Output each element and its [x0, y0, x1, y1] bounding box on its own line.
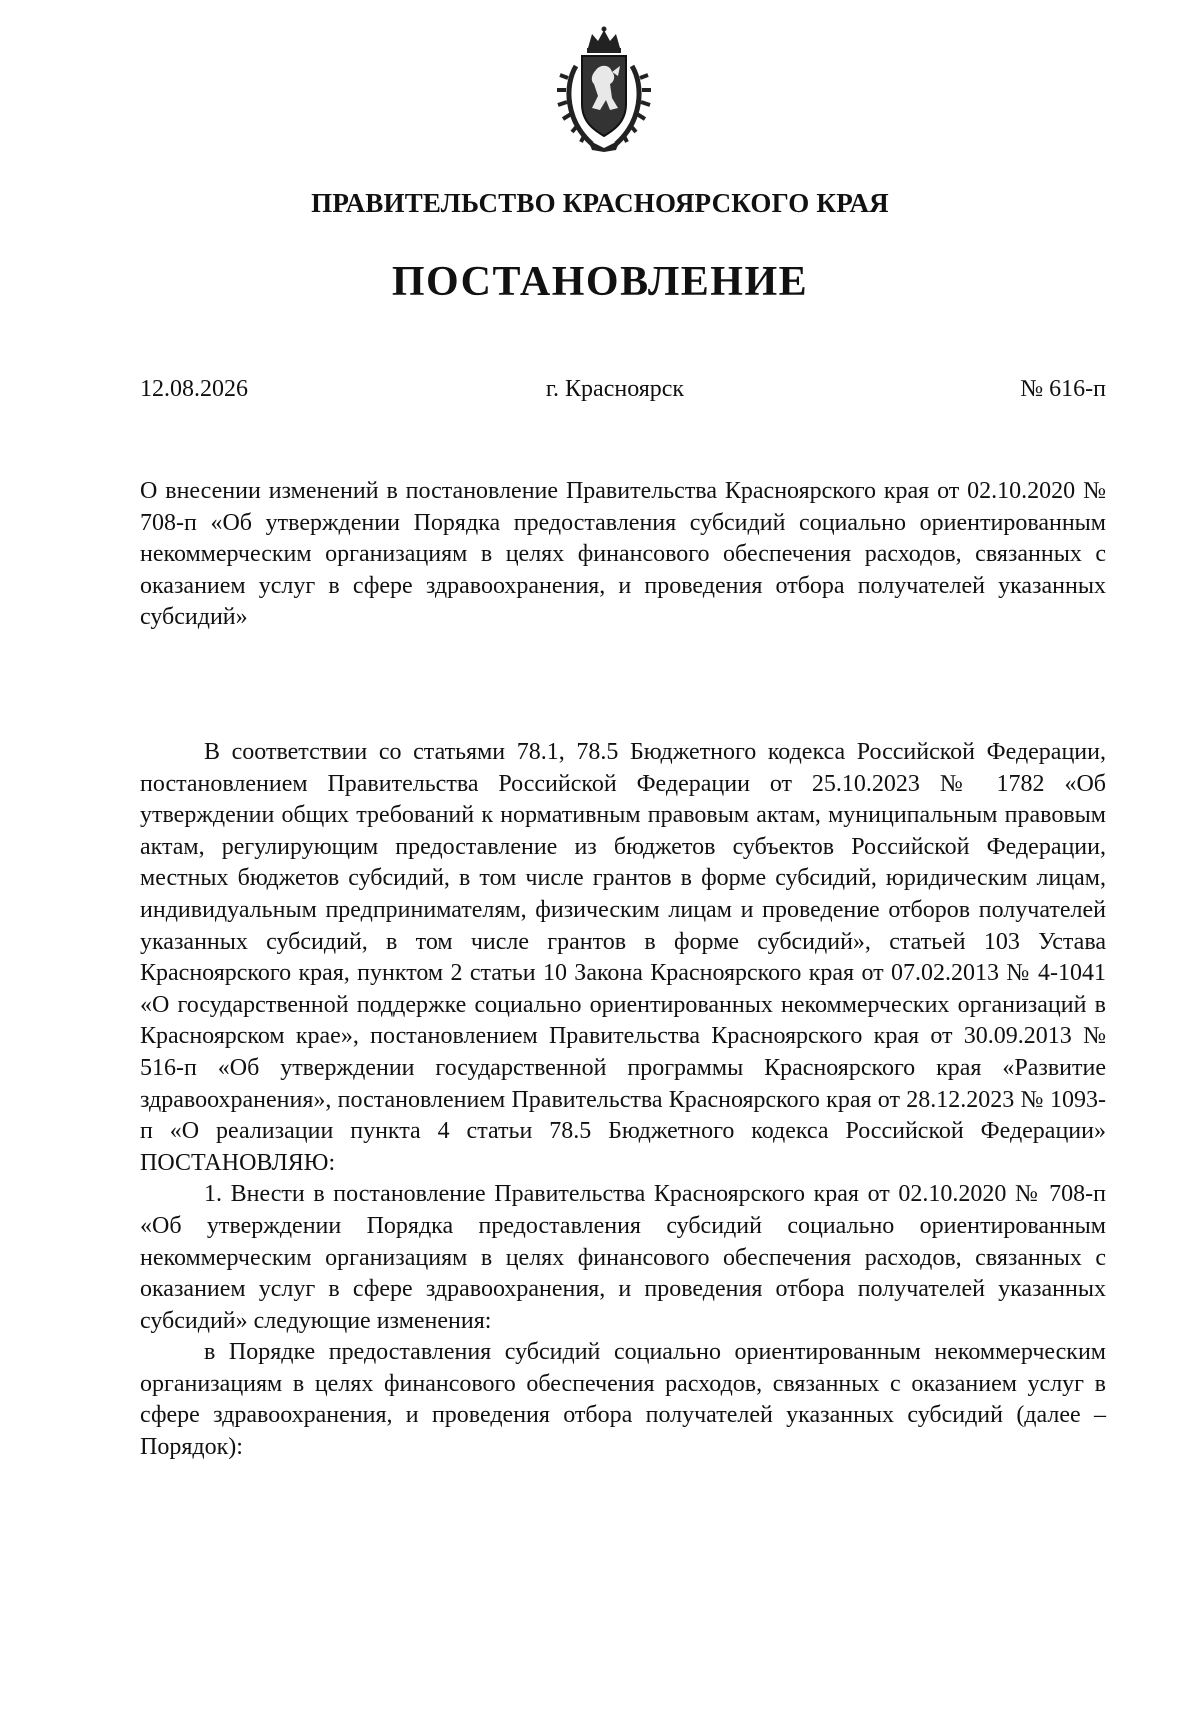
document-number: № 616-п: [1020, 376, 1106, 402]
document-type-title: ПОСТАНОВЛЕНИЕ: [391, 259, 809, 305]
document-subject: О внесении изменений в постановление Правительства Красноярского края от 02.10.2020 № 708-п «Об утверждении Порядка предоставления субсидий социально ориентированным некоммерческим организациям в целях финансового обеспечения расходов, связанных с оказанием услуг в сфере здравоохранения, и проведения отбора получателей указанных субсидий»: [140, 478, 1106, 631]
body-paragraph-item-1: 1. Внести в постановление Правительства Красноярского края от 02.10.2020 № 708-п «Об утверждении Порядка предоставления субсидий социально ориентированным некоммерческим организациям в целях финансового обеспечения расходов, связанных с оказанием услуг в сфере здравоохранения, и проведения отбора получателей указанных субсидий» следующие изменения:: [140, 1181, 1106, 1334]
coat-of-arms-icon: [554, 26, 654, 152]
document-city: г. Красноярск: [545, 376, 685, 402]
body-paragraph-order-amendment: в Порядке предоставления субсидий социально ориентированным некоммерческим организациям в целях финансового обеспечения расходов, связанных с оказанием услуг в сфере здравоохранения, и проведения отбора получателей указанных субсидий (далее – Порядок):: [140, 1339, 1106, 1461]
org-title: ПРАВИТЕЛЬСТВО КРАСНОЯРСКОГО КРАЯ: [311, 188, 889, 218]
body-paragraph-preamble: В соответствии со статьями 78.1, 78.5 Бюджетного кодекса Российской Федерации, постановлением Правительства Российской Федерации от 25.10.2023 № 1782 «Об утверждении общих требований к нормативным правовым актам, муниципальным правовым актам, регулирующим предоставление из бюджетов субъектов Российской Федерации, местных бюджетов субсидий, в том числе грантов в форме субсидий, юридическим лицам, индивидуальным предпринимателям, физическим лицам и проведение отборов получателей указанных субсидий, в том числе грантов в форме субсидий», статьей 103 Устава Красноярского края, пунктом 2 статьи 10 Закона Красноярского края от 07.02.2013 № 4-1041 «О государственной поддержке социально ориентированных некоммерческих организаций в Красноярском крае», постановлением Правительства Красноярского края от 30.09.2013 № 516-п «Об утверждении государственной программы Красноярского края «Развитие здравоохранения», постановлением Правительства Красноярского края от 28.12.2023 № 1093-п «О реализации пункта 4 статьи 78.5 Бюджетного кодекса Российской Федерации» ПОСТАНОВЛЯЮ:: [140, 739, 1106, 1176]
document-meta-row: [140, 376, 1106, 412]
document-date: 12.08.2026: [140, 376, 248, 402]
document-body: [140, 737, 1106, 1464]
